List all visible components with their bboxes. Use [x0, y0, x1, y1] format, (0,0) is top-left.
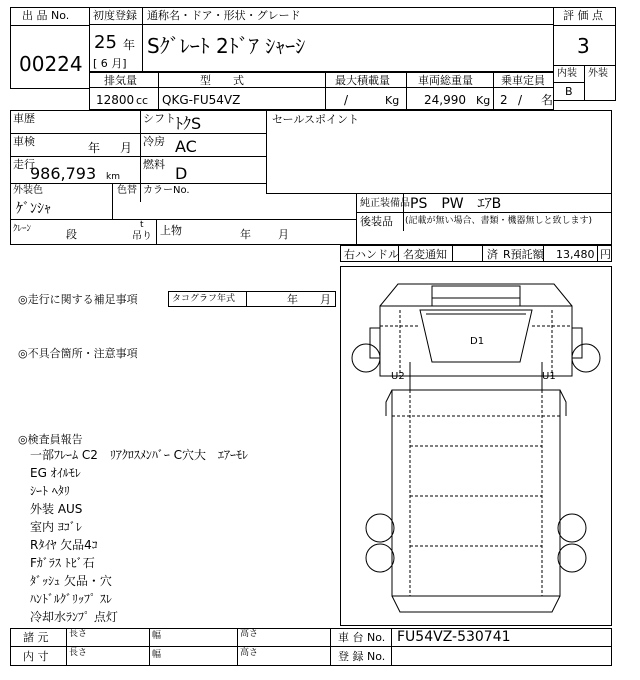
max-load-value: /	[344, 93, 349, 107]
deposit-mark: 済	[487, 248, 498, 261]
interior-label: 内装	[557, 68, 577, 79]
rear-left-wheel-2	[366, 544, 394, 572]
inspector-line: 室内 ﾖｺﾞﾚ	[30, 520, 82, 534]
spec-height-label: 高さ	[240, 629, 259, 639]
interior-grade: B	[565, 85, 573, 98]
max-load-label: 最大積載量	[335, 74, 390, 87]
model-value: QKG-FU54VZ	[162, 93, 241, 107]
capacity-value: 2	[500, 93, 508, 107]
vehicle-title: Sｸﾞﾚｰﾄ 2ﾄﾞｱ ｼｬｰｼ	[147, 34, 306, 58]
driving-notes-label: ◎走行に関する補足事項	[18, 293, 138, 306]
aftermarket-note: (記載が無い場合、書類・機器無しと致します)	[405, 216, 593, 226]
mileage-label: 走行	[13, 158, 35, 171]
tacho-year-unit: 年	[287, 293, 298, 306]
standard-equipment-label: 純正装備品	[360, 198, 410, 209]
spec-length-label: 長さ	[69, 629, 88, 639]
lot-no-value: 00224	[19, 52, 83, 76]
crane-ton-unit: t	[140, 220, 144, 230]
damage-d1: D1	[470, 336, 485, 347]
displacement-value: 12800	[96, 93, 135, 107]
inspection-month-unit: 月	[120, 141, 133, 155]
name-change-label: 名変通知	[403, 248, 447, 261]
name-change-checkbox[interactable]	[452, 245, 483, 262]
fuel-label: 燃料	[143, 158, 165, 171]
capacity-label: 乗車定員	[501, 74, 545, 87]
specs-label: 諸 元	[23, 631, 49, 644]
rear-right-wheel-2	[558, 544, 586, 572]
rear-right-wheel-1	[558, 514, 586, 542]
inspector-line: Fｶﾞﾗｽ ﾄﾋﾞ石	[30, 556, 95, 570]
gross-weight-label: 車両総重量	[418, 74, 473, 87]
rating-value: 3	[577, 34, 590, 58]
standard-equipment-value: PS PW ｴｱB	[410, 196, 502, 212]
shift-label: シフト	[143, 112, 176, 125]
tacho-month-unit: 月	[320, 293, 331, 306]
capacity-unit: 名	[541, 93, 554, 107]
dim-height-label: 高さ	[240, 648, 259, 658]
ext-color-value: ｹﾞﾝｼｬ	[16, 201, 51, 217]
model-label: 型 式	[200, 74, 244, 87]
first-reg-month: [ 6 月]	[93, 57, 127, 70]
first-reg-label: 初度登録	[93, 9, 137, 22]
rating-label: 評 価 点	[563, 9, 603, 22]
inspector-line: 外装 AUS	[30, 502, 83, 516]
yen-unit: 円	[600, 248, 611, 261]
inspector-line: ﾊﾝﾄﾞﾙｸﾞﾘｯﾌﾟ ｽﾚ	[30, 592, 112, 606]
inspector-line: ｼｰﾄ ﾍﾀﾘ	[30, 484, 70, 498]
recycle-label: R預託額	[503, 248, 544, 261]
capacity-sep: /	[518, 93, 523, 107]
footer-table	[10, 628, 612, 666]
history-label: 車歴	[13, 112, 35, 125]
inspection-label: 車検	[13, 135, 35, 148]
defects-label: ◎不具合箇所・注意事項	[18, 347, 138, 360]
mileage-unit: km	[106, 172, 120, 182]
displacement-label: 排気量	[104, 74, 137, 87]
dim-width-label: 幅	[152, 650, 162, 660]
displacement-unit: cc	[136, 94, 149, 107]
shift-value: ﾄｸS	[175, 114, 202, 133]
inspector-report-label: ◎検査員報告	[18, 433, 83, 446]
dim-length-label: 長さ	[69, 648, 88, 658]
ext-color-label: 外装色	[13, 185, 43, 196]
inspector-line: Rﾀｲﾔ 欠品4ｺ	[30, 538, 98, 552]
mileage-value: 986,793	[30, 164, 97, 183]
damage-u2: U2	[391, 371, 405, 382]
inspector-line: ﾀﾞｯｼｭ 欠品・穴	[30, 574, 112, 588]
title-label: 通称名・ドア・形状・グレード	[147, 9, 301, 22]
damage-u1: U1	[542, 371, 556, 382]
mount-label: 上物	[160, 224, 182, 237]
fuel-value: D	[175, 164, 188, 183]
cab-roof	[380, 284, 572, 306]
chassis-label: 車 台 No.	[338, 631, 386, 644]
gross-weight-value: 24,990	[424, 93, 466, 107]
aftermarket-label: 後装品	[360, 215, 393, 228]
mount-month-unit: 月	[278, 228, 289, 241]
cab-grille	[432, 286, 520, 298]
inspector-line: EG ｵｲﾙﾓﾚ	[30, 466, 81, 480]
recycle-value: 13,480	[556, 248, 595, 261]
inspector-line: 一部ﾌﾚｰﾑ C2 ﾘｱｸﾛｽﾒﾝﾊﾞｰ C穴大 ｴｱｰﾓﾚ	[30, 448, 249, 462]
chassis-frame	[392, 390, 560, 596]
lot-no-label: 出 品 No.	[22, 9, 70, 22]
dims-label: 内 寸	[23, 650, 49, 663]
spec-width-label: 幅	[152, 631, 162, 641]
ac-value: AC	[175, 137, 197, 156]
color-no-label: 色替	[117, 185, 137, 196]
sales-point-label: セールスポイント	[272, 113, 360, 126]
exterior-label: 外装	[588, 68, 608, 79]
ac-label: 冷房	[143, 135, 165, 148]
inspection-year-unit: 年	[88, 141, 101, 155]
chassis-value: FU54VZ-530741	[397, 629, 511, 645]
crane-stage-unit: 段	[66, 228, 77, 241]
crane-label: ｸﾚｰﾝ	[13, 224, 32, 234]
mount-year-unit: 年	[240, 228, 251, 241]
max-load-unit: Kg	[385, 94, 400, 107]
year-unit: 年	[123, 38, 136, 52]
color-code-label: カラーNo.	[143, 185, 190, 196]
crane-hang-unit: 吊り	[132, 231, 152, 242]
right-hand-flag: 右ハンドル	[344, 248, 399, 261]
gross-weight-unit: Kg	[476, 94, 491, 107]
rear-left-wheel-1	[366, 514, 394, 542]
truck-diagram	[340, 266, 612, 626]
first-reg-year: 25	[94, 32, 117, 53]
reg-no-label: 登 録 No.	[338, 650, 386, 663]
inspector-line: 冷却水ﾗﾝﾌﾟ 点灯	[30, 610, 118, 624]
tacho-label: タコグラフ年式	[172, 294, 236, 304]
